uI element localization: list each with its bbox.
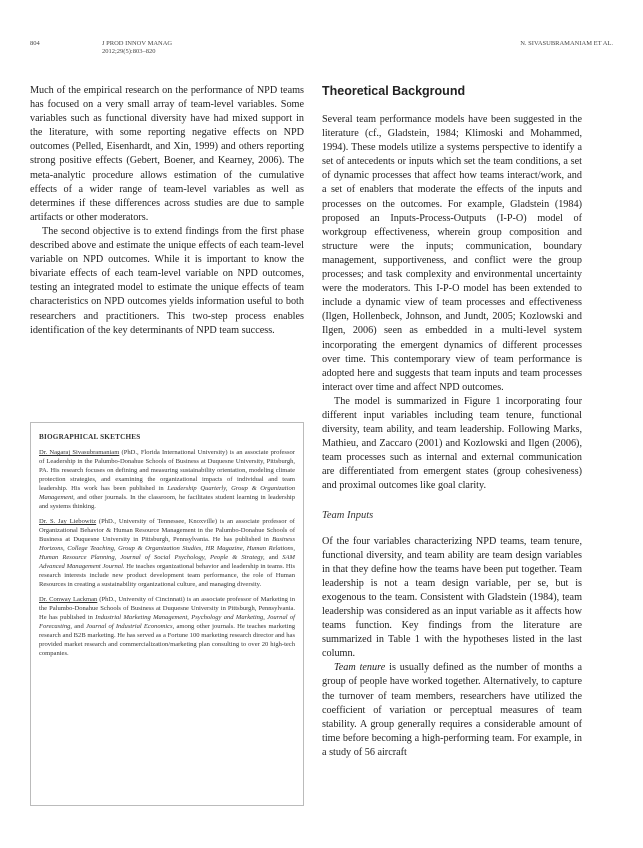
bio-journals: SAM Advanced Management Journal. — [39, 554, 295, 570]
section-title: Theoretical Background — [322, 84, 466, 98]
bio-lackman — [39, 595, 295, 658]
bio-text: (PhD., University of Cincinnati) is an associate professor of Marketing in the Palumbo-Donahue Schools of Business at Duquesne University in Pittsburgh, Pennsylvania. He has published in — [39, 596, 295, 621]
right-paragraph-3: Of the four variables characterizing NPD teams, team tenure, functional diversity, and team ability are team design variables in that they define how the teams have been put together. Team leadership is not a team design variable, per se, but is exogenous to the team. Consistent with Gladstein (1984), team leadership was considered as an input variable as it affects how teams function. Key findings from the literature are summarized in Table 1 with the hypotheses listed in the last column. — [322, 535, 582, 660]
team-tenure-term: Team tenure — [334, 662, 386, 674]
running-header — [30, 40, 613, 60]
left-paragraph-1: Much of the empirical research on the performance of NPD teams has focused on a very small array of team-level variables. Some variables such as functional diversity have had mixed support in the literature, with some reporting negative effects on NPD outcomes (Pelled, Eisenhardt, and Xin, 1999) and others reporting strong positive effects (Gebert, Boener, and Kearney, 2006). The meta-analytic procedure allows estimation of the cumulative effects of a wider range of team-level variables as well as determines if these differences across studies are due to sample artifacts or other moderators. — [30, 85, 304, 223]
journal-citation — [102, 40, 172, 56]
bio-journals: Journal of Industrial Economics, — [85, 623, 175, 630]
subsection-title: Team Inputs — [322, 509, 374, 521]
bio-journals: Industrial Marketing Management, Psychology and Marketing, Journal of Forecasting, — [39, 614, 295, 630]
bio-text: and — [264, 554, 283, 561]
team-tenure-text: is usually defined as the number of months a group of people have worked together. Alternatively, to capture the turnover of team members, researchers have utilized the coefficient of variation or perceptual measures of team stability. A group generally requires a considerable amount of time before becoming a high-performing team. For example, in a study of 56 aircraft — [322, 662, 582, 758]
bio-text: He teaches organizational behavior and leadership in teams. His research interests include new product development team performance, the role of Human Resources in creating a sustainability organizational culture, and managing diversity. — [39, 563, 295, 588]
right-paragraph-2: The model is summarized in Figure 1 incorporating four different input variables including team tenure, functional diversity, team ability, and team leadership. Following Marks, Mathieu, and Zaccaro (2001) and Kozlowski and Ilgen (2006), team processes such as internal and external communication are differentiated from emergent states (group cohesiveness) and proximal outcomes like goal clarity. — [322, 395, 582, 492]
bio-name-sivasubramaniam: Dr. Nagaraj Sivasubramaniam — [39, 449, 120, 456]
page-number: 804 — [30, 40, 40, 47]
right-column — [322, 84, 582, 760]
journal-name: J PROD INNOV MANAG — [102, 40, 173, 47]
bio-name-liebowitz: Dr. S. Jay Liebowitz — [39, 518, 97, 525]
biographical-sketches-box — [30, 422, 304, 806]
bio-text: (PhD., Florida International University) is an associate professor of Leadership in the Palumbo-Donahue Schools of Business at Duquesne University, Pittsburgh, PA. His research focuses on defining and measuring sustainability orientation, modeling climate protection strategies, and examining the organizational impacts of individual and team leadership. His work has been published in — [39, 449, 295, 492]
bio-box-title: BIOGRAPHICAL SKETCHES — [39, 433, 141, 441]
left-paragraph-2: The second objective is to extend findings from the first phase described above and estimate the unique effects of each team-level variable on NPD outcomes. While it is important to know the bivariate effects of each team-level variable on NPD outcomes, testing an integrated model to estimate the unique effects of team characteristics on NPD outcomes yields information useful to both researchers and practitioners. This two-step process enables identification of the key determinants of NPD team success. — [30, 225, 304, 336]
bio-liebowitz — [39, 517, 295, 589]
bio-text: among other journals. He teaches marketing research and B2B marketing. He has served as a Fortune 100 marketing research director and has provided market research and commercialization/marketing plan consulting to over 20 high-tech companies. — [39, 623, 295, 657]
bio-text: and other journals. In the classroom, he facilitates student learning in leadership and systems thinking. — [39, 494, 295, 510]
right-paragraph-4 — [322, 661, 582, 760]
running-author: N. SIVASUBRAMANIAM ET AL. — [520, 40, 613, 47]
bio-journals: Business Horizons, College Teaching, Group & Organization Studies, HR Magazine, Human Relations, Human Resource Planning, Journal of Social Psychology, People & Strategy, — [39, 536, 295, 561]
left-column — [30, 84, 304, 338]
bio-journals: Leadership Quarterly, Group & Organization Management, — [39, 485, 295, 501]
right-paragraph-1: Several team performance models have been suggested in the literature (cf., Gladstein, 1984; Klimoski and Mohammed, 1994). These models utilize a systems perspective to identify a set of antecedents or inputs which set the team conditions, a set of dynamic processes that affect how teams interact/work, and a set of enablers that moderate the effects of the inputs and processes on the outcomes. For example, Gladstein (1984) proposed an Inputs-Process-Outputs (I-P-O) model of workgroup effectiveness, wherein group composition and structure were the inputs; communication, boundary management, supportiveness, and conflict were the group processes; and task complexity and environmental uncertainty were the moderators. This I-P-O model has been extended to include a dynamic view of team processes and effectiveness (Ilgen, Hollenbeck, Johnson, and Jundt, 2005; Kozlowski and Ilgen, 2006) seen as embedded in a multi-level system incorporating the emergent dynamics of different processes over time. This contemporary view of team performance is adopted here and suggests that team inputs and team processes interact over time and affect NPD outcomes. — [322, 114, 582, 393]
bio-name-lackman: Dr. Conway Lackman — [39, 596, 98, 603]
bio-text: (PhD., University of Tennessee, Knoxville) is an associate professor of Organizational Behavior & Human Resource Management in the Palumbo-Donahue Schools of Business at Duquesne University in Pittsburgh, Pennsylvania. He has published in — [39, 518, 295, 543]
bio-sivasubramaniam — [39, 448, 295, 511]
bio-text: and — [72, 623, 86, 630]
journal-volume: 2012;29(5):803–820 — [102, 48, 156, 55]
